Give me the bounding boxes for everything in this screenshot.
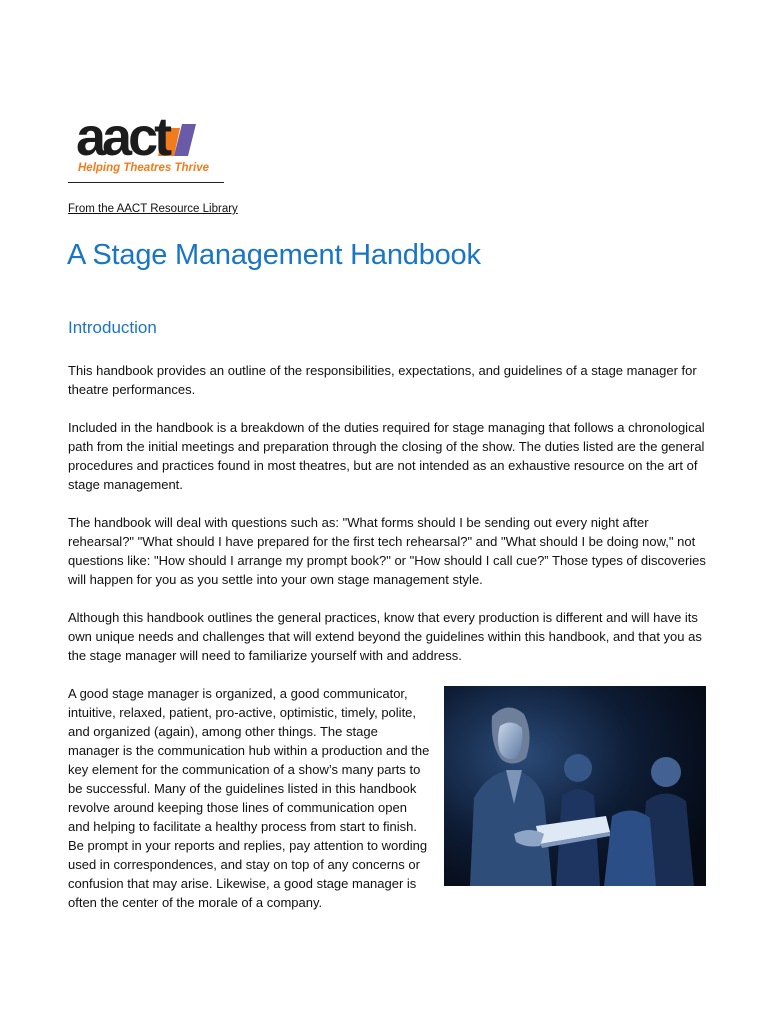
stage-manager-photo [444,686,706,886]
section-heading-introduction: Introduction [68,318,157,337]
paragraph-2: Included in the handbook is a breakdown of the duties required for stage managing that follows a chronological path from the initial meetings and preparation through the closing of the show. The duties listed are the general procedures and practices found in most theatres, but are not intended as an exhaustive resource on the art of stage management. [68,420,705,492]
paragraph-5: A good stage manager is organized, a good communicator, intuitive, relaxed, patient, pro-active, optimistic, timely, polite, and organized (again), among other things. The stage manager is the communication hub within a production and the key element for the communication of a show’s many parts to be successful. Many of the guidelines listed in this handbook revolve around keeping those lines of communication open and helping to facilitate a healthy process from start to finish. Be prompt in your reports and replies, pay attention to wording used in correspondences, and stay on top of any concerns or confusion that may arise. Likewise, a good stage manager is often the center of the morale of a company. [68,686,430,910]
resource-library-link[interactable]: From the AACT Resource Library [68,203,238,215]
paragraph-3: The handbook will deal with questions such as: "What forms should I be sending out every night after rehearsal?" "What should I have prepared for the first tech rehearsal?" and "What should I be doing now," not questions like: "How should I arrange my prompt book?" or "How should I call cue?” Those types of discoveries will happen for you as you settle into your own stage management style. [68,515,706,587]
logo-tagline: Helping Theatres Thrive [78,162,210,174]
page-title: A Stage Management Handbook [67,239,481,271]
paragraph-5-block [68,684,708,912]
logo-divider [68,182,224,183]
aact-logo [68,98,224,184]
logo-wordmark: aact [76,107,169,167]
paragraph-1: This handbook provides an outline of the responsibilities, expectations, and guidelines of a stage manager for theatre performances. [68,363,697,397]
paragraph-4: Although this handbook outlines the general practices, know that every production is different and will have its own unique needs and challenges that will extend beyond the guidelines within this handbook, and that you as the stage manager will need to familiarize yourself with and address. [68,610,702,663]
